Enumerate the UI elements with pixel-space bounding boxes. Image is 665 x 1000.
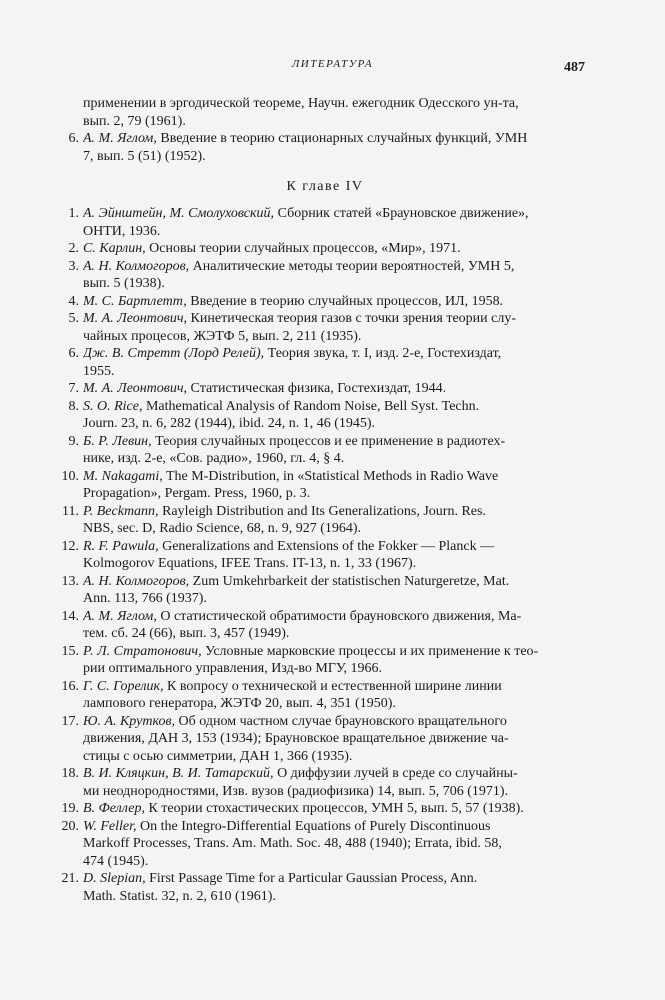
reference-text: Введение в теорию случайных процессов, ИЛ, 1958. <box>186 293 504 309</box>
reference-text: 474 (1945). <box>83 853 149 869</box>
reference-number: 8. <box>68 398 79 414</box>
reference-author: А. Н. Колмогоров, <box>83 258 190 274</box>
reference-author: S. O. Rice, <box>83 398 143 414</box>
reference-number: 10. <box>61 468 79 484</box>
reference-number: 6. <box>68 131 79 146</box>
reference-text: Kolmogorov Equations, IFEE Trans. IT-13, n. 1, 33 (1967). <box>83 556 417 571</box>
reference-number: 19. <box>61 801 79 816</box>
reference-text: Об одном частном случае брауновского вращательного <box>175 713 507 729</box>
reference-entry <box>60 608 590 643</box>
reference-number: 3. <box>68 258 79 274</box>
reference-text: Mathematical Analysis of Random Noise, Bell Syst. Techn. <box>142 398 480 414</box>
reference-number: 12. <box>61 538 79 554</box>
reference-text: Сборник статей «Брауновское движение», <box>274 206 529 221</box>
reference-text: Теория случайных процессов и ее применение в радиотех- <box>151 433 506 449</box>
reference-list <box>60 205 590 905</box>
reference-entry <box>60 870 590 905</box>
reference-author: W. Feller, <box>83 818 137 834</box>
reference-number: 13. <box>61 573 79 589</box>
reference-author: D. Slepian, <box>83 871 146 886</box>
reference-text: тем. сб. 24 (66), вып. 3, 457 (1949). <box>83 626 290 641</box>
reference-author: P. Beckmann, <box>83 503 159 519</box>
reference-text: Ann. 113, 766 (1937). <box>83 591 207 606</box>
reference-text: чайных процесов, ЖЭТФ 5, вып. 2, 211 (1935). <box>83 328 362 344</box>
reference-author: Б. Р. Левин, <box>83 433 152 449</box>
reference-author: М. С. Бартлетт, <box>83 293 187 309</box>
reference-number: 16. <box>61 678 79 694</box>
reference-entry <box>60 293 590 311</box>
reference-text: рии оптимального управления, Изд-во МГУ, 1966. <box>83 661 383 676</box>
reference-number: 11. <box>62 503 79 519</box>
reference-text: Propagation», Pergam. Press, 1960, p. 3. <box>83 486 311 501</box>
reference-entry <box>60 503 590 538</box>
reference-author: С. Карлин, <box>83 241 146 256</box>
reference-text: ми неоднородностями, Изв. вузов (радиофизика) 14, вып. 5, 706 (1971). <box>83 783 509 799</box>
reference-text: ОНТИ, 1936. <box>83 223 161 239</box>
reference-text: Journ. 23, n. 6, 282 (1944), ibid. 24, n. 1, 46 (1945). <box>83 416 376 431</box>
chapter-heading: К главе IV <box>286 179 364 194</box>
reference-text: Math. Statist. 32, n. 2, 610 (1961). <box>83 888 276 904</box>
reference-entry <box>60 240 590 258</box>
page-number: 487 <box>564 60 585 75</box>
reference-number: 18. <box>61 766 79 781</box>
reference-number: 4. <box>68 293 79 309</box>
reference-text: On the Integro-Differential Equations of Purely Discontinuous <box>136 818 491 834</box>
reference-text: вып. 5 (1938). <box>83 276 165 291</box>
reference-entry <box>60 468 590 503</box>
reference-entry <box>60 258 590 293</box>
reference-entry <box>60 130 590 165</box>
reference-entry <box>60 398 590 433</box>
text-line: применении в эргодической теореме, Научн. ежегодник Одесского ун-та, <box>83 96 519 111</box>
reference-text: Теория звука, т. I, изд. 2-е, Гостехиздат, <box>264 346 502 361</box>
reference-author: А. М. Яглом, <box>83 608 157 624</box>
reference-entry <box>60 380 590 398</box>
reference-entry <box>60 573 590 608</box>
reference-text: NBS, sec. D, Radio Science, 68, n. 9, 927 (1964). <box>83 521 362 536</box>
reference-text: О статистической обратимости брауновского движения, Ма- <box>156 608 522 624</box>
reference-text: Generalizations and Extensions of the Fokker — Planck — <box>158 538 495 554</box>
reference-number: 1. <box>68 206 79 221</box>
reference-number: 17. <box>61 713 79 729</box>
reference-text: К теории стохастических процессов, УМН 5, вып. 5, 57 (1938). <box>144 801 524 816</box>
reference-entry <box>60 765 590 800</box>
reference-entry <box>60 643 590 678</box>
reference-entry <box>60 345 590 380</box>
reference-number: 15. <box>61 643 79 659</box>
reference-text: Кинетическая теория газов с точки зрения теории слу- <box>187 311 516 326</box>
reference-number: 20. <box>61 818 79 834</box>
reference-author: Ю. А. Крутков, <box>83 713 176 729</box>
running-header: ЛИТЕРАТУРА <box>291 58 374 70</box>
reference-entry <box>60 205 590 240</box>
reference-author: Дж. В. Стретт (Лорд Релей), <box>83 346 265 361</box>
reference-entry <box>60 800 590 818</box>
reference-number: 5. <box>68 311 79 326</box>
reference-text: Zum Umkehrbarkeit der statistischen Naturgeretze, Mat. <box>189 573 510 589</box>
reference-entry <box>60 433 590 468</box>
reference-text: Rayleigh Distribution and Its Generalizations, Journ. Res. <box>158 503 486 519</box>
reference-number: 21. <box>61 871 79 886</box>
reference-entry <box>60 678 590 713</box>
reference-text: нике, изд. 2-е, «Сов. радио», 1960, гл. 4, § 4. <box>83 451 345 466</box>
reference-text: стицы с осью симметрии, ДАН 1, 366 (1935). <box>83 748 353 764</box>
reference-text: 7, вып. 5 (51) (1952). <box>83 148 206 164</box>
reference-text: К вопросу о технической и естественной ширине линии <box>163 678 502 694</box>
reference-number: 2. <box>68 241 79 256</box>
reference-number: 9. <box>68 433 79 449</box>
continuation-text <box>60 95 590 130</box>
reference-text: Аналитические методы теории вероятностей, УМН 5, <box>189 258 515 274</box>
reference-author: Р. Л. Стратонович, <box>83 643 202 659</box>
reference-text: Условные марковские процессы и их применение к тео- <box>201 643 539 659</box>
reference-entry <box>60 310 590 345</box>
reference-text: Статистическая физика, Гостехиздат, 1944. <box>187 381 447 396</box>
reference-author: M. Nakagami, <box>83 468 163 484</box>
bibliography <box>60 95 590 905</box>
reference-text: Введение в теорию стационарных случайных функций, УМН <box>156 131 528 146</box>
reference-entry <box>60 538 590 573</box>
reference-text: лампового генератора, ЖЭТФ 20, вып. 4, 351 (1950). <box>83 696 396 711</box>
reference-text: Markoff Processes, Trans. Am. Math. Soc. 48, 488 (1940); Errata, ibid. 58, <box>83 836 502 851</box>
reference-author: М. А. Леонтович, <box>83 381 188 396</box>
reference-number: 14. <box>61 608 79 624</box>
reference-author: А. М. Яглом, <box>83 131 157 146</box>
reference-entry <box>60 713 590 766</box>
reference-number: 6. <box>68 346 79 361</box>
text-line: вып. 2, 79 (1961). <box>83 113 186 129</box>
reference-text: First Passage Time for a Particular Gaussian Process, Ann. <box>145 871 478 886</box>
reference-number: 7. <box>68 381 79 396</box>
reference-author: М. А. Леонтович, <box>83 311 188 326</box>
reference-author: А. Эйнштейн, М. Смолуховский, <box>83 206 275 221</box>
reference-text: О диффузии лучей в среде со случайны- <box>273 766 518 781</box>
reference-text: The M-Distribution, in «Statistical Methods in Radio Wave <box>162 468 499 484</box>
reference-text: движения, ДАН 3, 153 (1934); Брауновское вращательное движение ча- <box>83 731 509 746</box>
reference-text: 1955. <box>83 363 115 379</box>
reference-text: Основы теории случайных процессов, «Мир», 1971. <box>145 241 461 256</box>
reference-author: В. И. Кляцкин, В. И. Татарский, <box>83 766 274 781</box>
reference-entry <box>60 818 590 871</box>
reference-author: В. Феллер, <box>83 801 145 816</box>
reference-author: Г. С. Горелик, <box>83 678 164 694</box>
reference-author: R. F. Pawula, <box>83 538 159 554</box>
reference-author: А. Н. Колмогоров, <box>83 573 190 589</box>
